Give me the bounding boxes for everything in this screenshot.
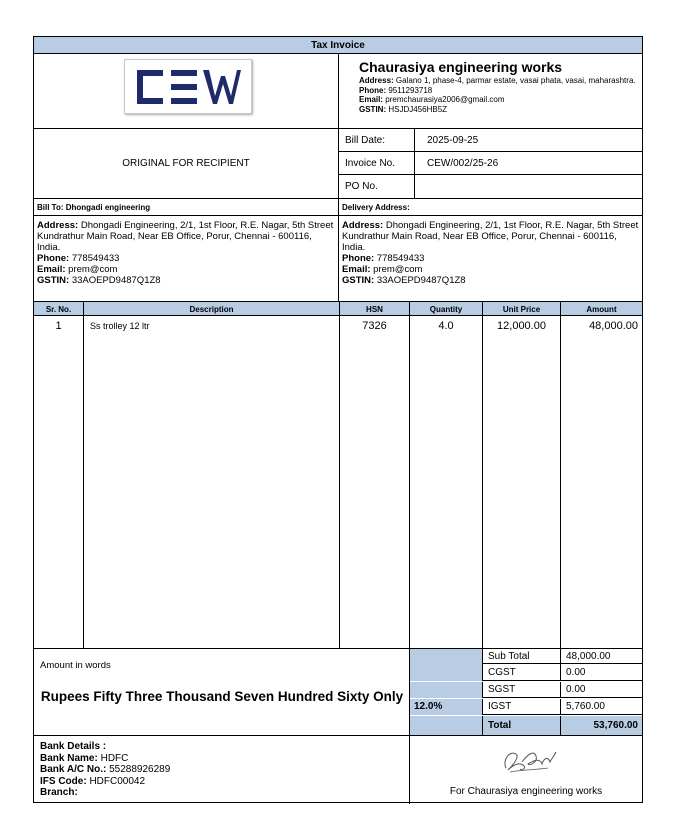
col-header-unit-price: Unit Price [483,301,561,316]
delivery-heading: Delivery Address: [339,199,642,216]
igst-rate: 12.0% [410,699,483,715]
bank-account: Bank A/C No.: 55288926289 [40,764,171,775]
cgst-value: 0.00 [566,667,586,678]
hsn-column [340,316,410,648]
invoice-title: Tax Invoice [34,37,642,54]
company-phone: Phone: 9511293718 [359,85,433,95]
signature-mark [500,744,560,776]
total-row: Total 53,760.00 [410,716,642,735]
bill-to-heading: Bill To: Dhongadi engineering [34,199,339,216]
row-hsn: 7326 [362,320,387,332]
col-header-quantity: Quantity [410,301,483,316]
bank-name: Bank Name: HDFC [40,752,129,764]
bank-branch: Branch: [40,787,78,798]
unit-price-column [483,316,561,648]
company-email: Email: premchaurasiya2006@gmail.com [359,95,505,104]
row-sr: 1 [55,320,62,332]
signature-caption: For Chaurasiya engineering works [449,786,603,797]
bank-ifs: IFS Code: HDFC00042 [40,775,146,787]
bill-date-value: 2025-09-25 [427,135,479,146]
col-header-description: Description [84,301,340,316]
copy-label: ORIGINAL FOR RECIPIENT [34,129,339,199]
amount-in-words [34,648,410,735]
cgst-row: CGST 0.00 [410,665,642,681]
subtotal-row: Sub Total 48,000.00 [410,648,642,664]
amount-in-words-label: Amount in words [40,660,111,671]
bill-date-row: Bill Date: 2025-09-25 [339,129,642,152]
bank-details [34,735,410,804]
col-header-hsn: HSN [340,301,410,316]
subtotal-value: 48,000.00 [566,651,611,662]
signature-block [410,735,642,804]
col-header-amount: Amount [561,301,642,316]
company-gstin: GSTIN: HSJDJ456HB5Z [359,104,448,114]
description-column [84,316,340,648]
logo-cell [34,54,339,129]
row-description: Ss trolley 12 ltr [90,321,150,331]
invoice-no-value: CEW/002/25-26 [427,158,499,169]
invoice [33,36,643,803]
invoice-no-row: Invoice No. CEW/002/25-26 [339,152,642,175]
igst-value: 5,760.00 [566,701,605,712]
delivery-address: Address: Dhongadi Engineering, 2/1, 1st Floor, R.E. Nagar, 5th Street Kundrathur Main Road, Near EB Office, Porur, Chennai - 600116, India. Phone: 778549433 Email: prem@com GSTIN: 33AOEPD9487Q1Z8 [342,220,639,286]
row-unit-price: 12,000.00 [497,320,546,332]
sgst-row: SGST 0.00 [410,682,642,698]
amount-in-words-value: Rupees Fifty Three Thousand Seven Hundred Sixty Only [40,689,404,704]
row-quantity: 4.0 [438,320,454,332]
col-header-sr: Sr. No. [34,301,84,316]
company-logo [124,59,252,114]
bill-to-address: Address: Dhongadi Engineering, 2/1, 1st Floor, R.E. Nagar, 5th Street Kundrathur Main Road, Near EB Office, Porur, Chennai - 600116, India. Phone: 778549433 Email: prem@com GSTIN: 33AOEPD9487Q1Z8 [34,216,339,301]
po-no-row: PO No. [339,175,642,199]
row-amount: 48,000.00 [589,320,638,332]
total-value: 53,760.00 [561,716,642,735]
bank-heading: Bank Details : [40,741,107,752]
cew-logo-mark [133,66,243,108]
amount-column [561,316,642,648]
company-address: Address: Galano 1, phase-4, parmar estate, vasai phata, vasai, maharashtra. [359,76,636,85]
igst-row: 12.0% IGST 5,760.00 [410,699,642,715]
company-details [339,54,642,129]
table-row [34,316,84,648]
sgst-value: 0.00 [566,684,586,695]
quantity-column [410,316,483,648]
company-name: Chaurasiya engineering works [359,59,563,75]
